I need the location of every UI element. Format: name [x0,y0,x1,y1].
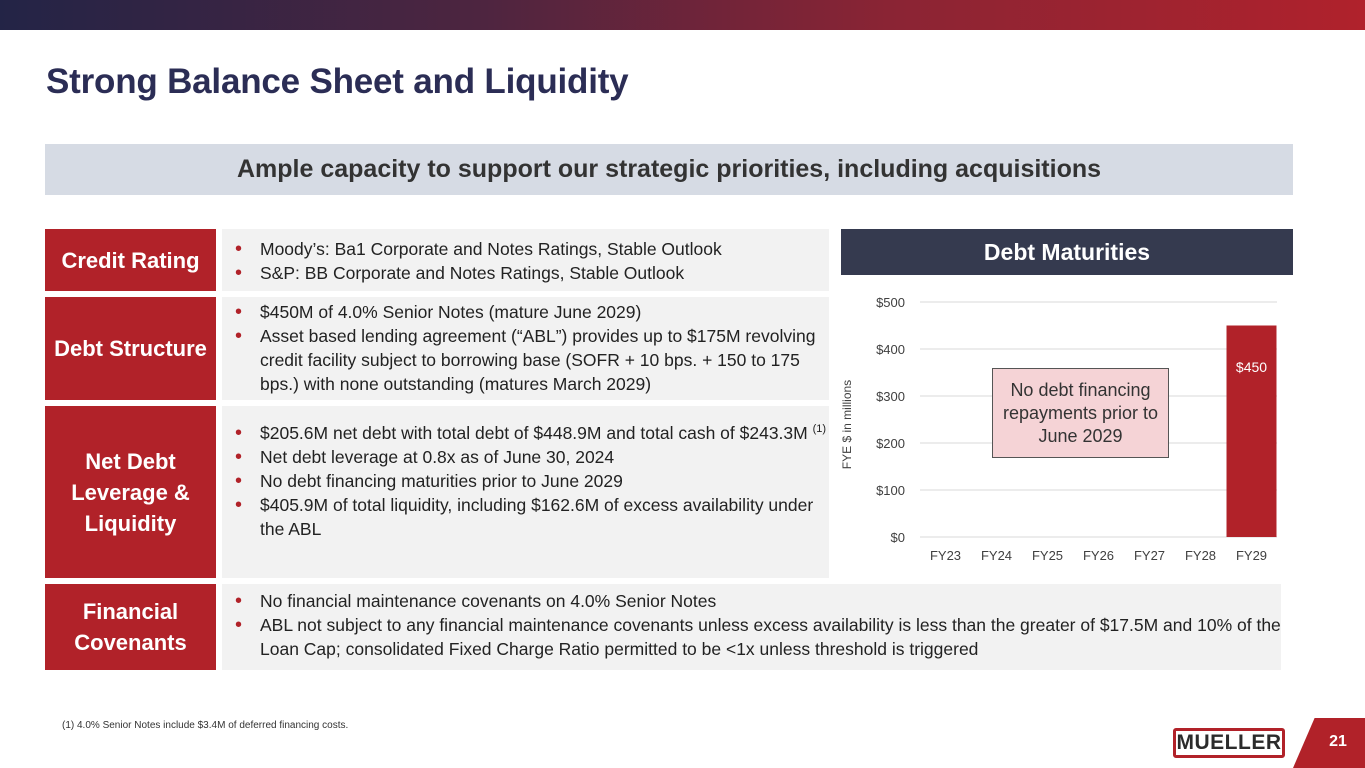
credit-bullet-sp: • S&P: BB Corporate and Notes Ratings, Stable Outlook [222,261,829,285]
financial-covenants-content [222,584,1281,670]
footnote-ref: (1) [812,423,827,435]
summary-banner: Ample capacity to support our strategic priorities, including acquisitions [45,144,1293,195]
credit-rating-label: Credit Rating [45,229,216,291]
page-number: 21 [1329,733,1347,750]
credit-bullet-moodys: • Moody’s: Ba1 Corporate and Notes Ratings, Stable Outlook [222,237,829,261]
y-tick-label: $400 [876,342,905,357]
bar-data-label: $450 [1235,359,1268,376]
debt-structure-label: Debt Structure [45,297,216,400]
top-gradient-bar [0,0,1365,30]
covenant-bullet-abl: • ABL not subject to any financial maintenance covenants unless excess availability is less than the greater of $17.5M and 10% of the Loan Cap; consolidated Fixed Charge Ratio permitted to be <1x unless threshold is triggered [222,613,1281,661]
y-tick-label: $200 [876,436,905,451]
credit-rating-content [222,229,829,291]
net-debt-label: Net Debt Leverage & Liquidity [45,406,216,578]
y-tick-label: $500 [876,295,905,310]
netdebt-bullet-leverage: • Net debt leverage at 0.8x as of June 30, 2024 [222,445,829,469]
debt-bullet-abl: • Asset based lending agreement (“ABL”) provides up to $175M revolving credit facility subject to borrowing base (SOFR + 10 bps. + 150 to 175 bps.) with none outstanding (matures March 2029) [222,324,829,396]
y-tick-label: $0 [890,530,905,545]
chart-annotation: No debt financing repayments prior to June 2029 [992,368,1169,458]
netdebt-bullet-maturities: • No debt financing maturities prior to June 2029 [222,469,829,493]
bar [1227,326,1277,538]
chart-title: Debt Maturities [841,229,1293,275]
netdebt-bullet-net-debt-text: $205.6M net debt with total debt of $448.9M and total cash of $243.3M [260,423,808,443]
financial-covenants-label: Financial Covenants [45,584,216,670]
x-tick-label: FY26 [1082,548,1115,563]
netdebt-bullet-liquidity: • $405.9M of total liquidity, including $162.6M of excess availability under the ABL [222,493,829,541]
y-axis-label: FYE $ in millions [840,379,854,470]
x-tick-label: FY23 [929,548,962,563]
footnote: (1) 4.0% Senior Notes include $3.4M of deferred financing costs. [62,720,349,731]
y-tick-label: $300 [876,389,905,404]
x-tick-label: FY28 [1184,548,1217,563]
page-title: Strong Balance Sheet and Liquidity [46,62,629,101]
mueller-logo: MUELLER [1173,728,1285,758]
debt-bullet-senior-notes: • $450M of 4.0% Senior Notes (mature June 2029) [222,300,829,324]
netdebt-bullet-net-debt [222,421,829,445]
x-tick-label: FY25 [1031,548,1064,563]
x-tick-label: FY24 [980,548,1013,563]
y-tick-label: $100 [876,483,905,498]
x-tick-label: FY29 [1235,548,1268,563]
covenant-bullet-notes: • No financial maintenance covenants on 4.0% Senior Notes [222,589,1281,613]
net-debt-content [222,406,829,578]
debt-structure-content [222,297,829,400]
x-tick-label: FY27 [1133,548,1166,563]
